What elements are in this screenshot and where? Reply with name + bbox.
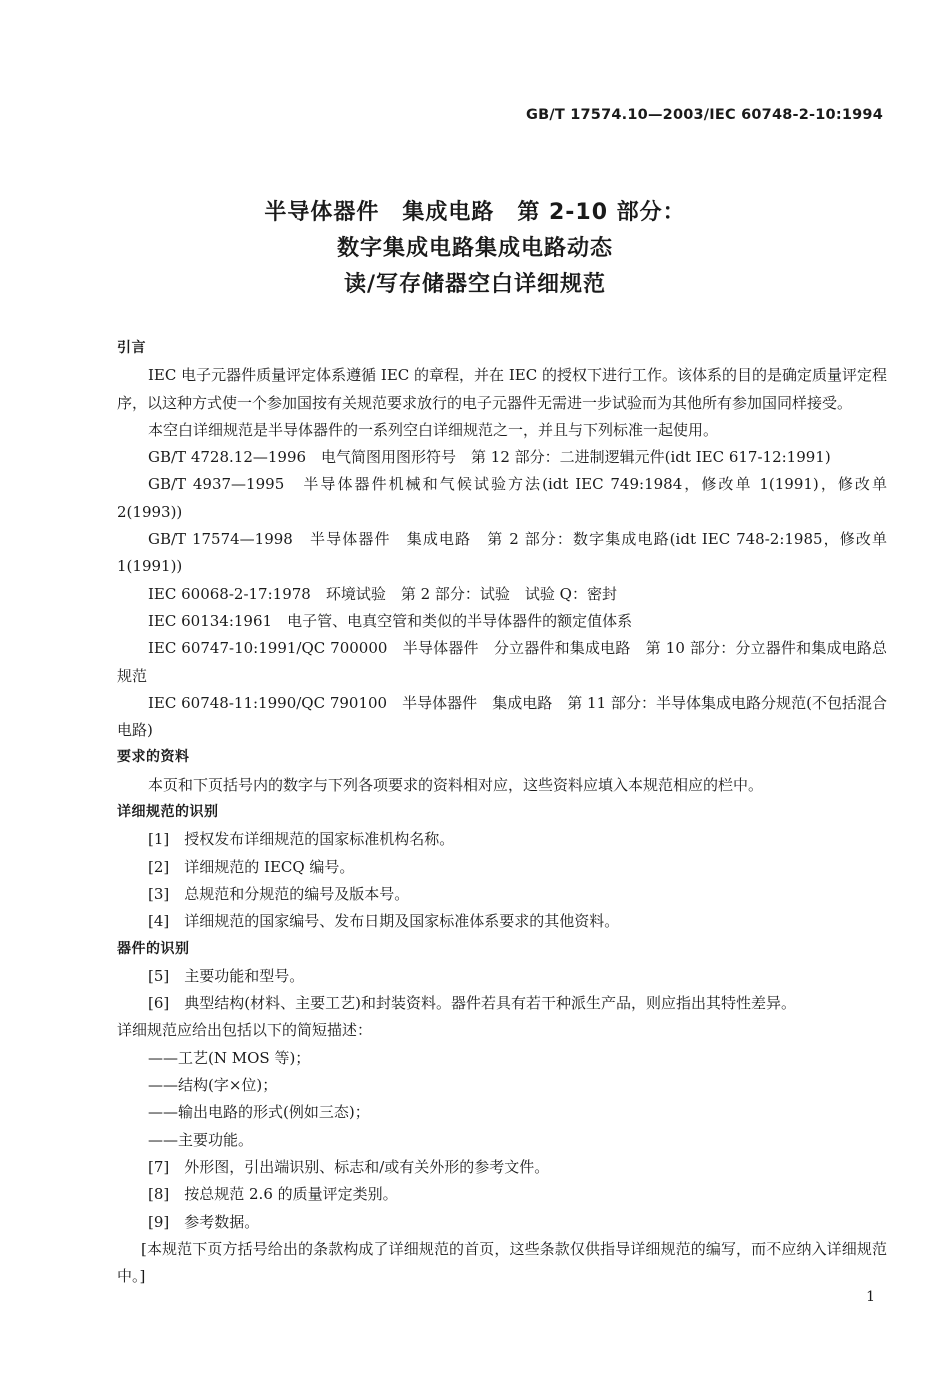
dash-item: ——主要功能。: [148, 1130, 254, 1149]
standard-code: GB/T 17574.10—2003/IEC 60748-2-10:1994: [526, 107, 883, 123]
document-title: [0, 195, 950, 303]
title-line-1: 半导体器件 集成电路 第 2-10 部分：: [264, 200, 686, 225]
title-line-2: 数字集成电路集成电路动态: [336, 236, 613, 261]
reference-item: IEC 60068-2-17:1978 环境试验 第 2 部分：试验 试验 Q：密封: [148, 584, 617, 603]
reference-item: GB/T 4937—1995 半导体器件机械和气候试验方法(idt IEC 749:1984，修改单 1(1991)，修改单 2(1993)): [117, 475, 892, 521]
spec-id-item: [3] 总规范和分规范的编号及版本号。: [148, 884, 410, 903]
device-id-item: [8] 按总规范 2.6 的质量评定类别。: [148, 1185, 398, 1204]
reference-item: IEC 60748-11:1990/QC 790100 半导体器件 集成电路 第 11 部分：半导体集成电路分规范(不包括混合电路): [117, 693, 887, 740]
intro-paragraph-2: 本空白详细规范是半导体器件的一系列空白详细规范之一，并且与下列标准一起使用。: [148, 420, 719, 439]
reference-item: GB/T 17574—1998 半导体器件 集成电路 第 2 部分：数字集成电路(idt IEC 748-2:1985，修改单 1(1991)): [117, 530, 892, 576]
spec-id-item: [1] 授权发布详细规范的国家标准机构名称。: [148, 830, 455, 849]
document-body: [117, 335, 892, 1290]
section-heading-required-info: 要求的资料: [117, 749, 190, 766]
device-id-item-5: [5] 主要功能和型号。: [148, 966, 305, 985]
page-number: 1: [866, 1289, 875, 1305]
reference-item: GB/T 4728.12—1996 电气简图用图形符号 第 12 部分：二进制逻辑元件(idt IEC 617-12:1991): [148, 448, 831, 467]
reference-item: IEC 60134:1961 电子管、电真空管和类似的半导体器件的额定值体系: [148, 611, 633, 630]
device-desc-intro: 详细规范应给出包括以下的简短描述：: [117, 1021, 373, 1040]
intro-paragraph-1: IEC 电子元器件质量评定体系遵循 IEC 的章程，并在 IEC 的授权下进行工作。该体系的目的是确定质量评定程序，以这种方式使一个参加国按有关规范要求放行的电子元器件无需进一步试验而为其他所有参加国同样接受。: [117, 366, 887, 412]
spec-id-item: [2] 详细规范的 IECQ 编号。: [148, 857, 355, 876]
section-heading-intro: 引言: [117, 340, 146, 356]
section-heading-spec-id: 详细规范的识别: [117, 804, 219, 821]
dash-item: ——输出电路的形式(例如三态)；: [148, 1103, 370, 1122]
device-id-item-6: [6] 典型结构(材料、主要工艺)和封装资料。器件若具有若干种派生产品，则应指出其特性差异。: [148, 994, 796, 1013]
device-id-item: [7] 外形图，引出端识别、标志和/或有关外形的参考文件。: [148, 1157, 550, 1176]
spec-note: [本规范下页方括号给出的条款构成了详细规范的首页，这些条款仅供指导详细规范的编写，而不应纳入详细规范中。]: [117, 1239, 887, 1286]
dash-item: ——结构(字×位)；: [148, 1076, 278, 1095]
title-line-3: 读/写存储器空白详细规范: [343, 272, 607, 297]
spec-id-item: [4] 详细规范的国家编号、发布日期及国家标准体系要求的其他资料。: [148, 912, 620, 931]
device-id-item: [9] 参考数据。: [148, 1212, 260, 1231]
dash-item: ——工艺(N MOS 等)；: [148, 1048, 311, 1067]
section-heading-device-id: 器件的识别: [117, 940, 190, 957]
required-info-paragraph: 本页和下页括号内的数字与下列各项要求的资料相对应，这些资料应填入本规范相应的栏中。: [148, 775, 764, 794]
reference-item: IEC 60747-10:1991/QC 700000 半导体器件 分立器件和集成电路 第 10 部分：分立器件和集成电路总规范: [117, 639, 887, 685]
